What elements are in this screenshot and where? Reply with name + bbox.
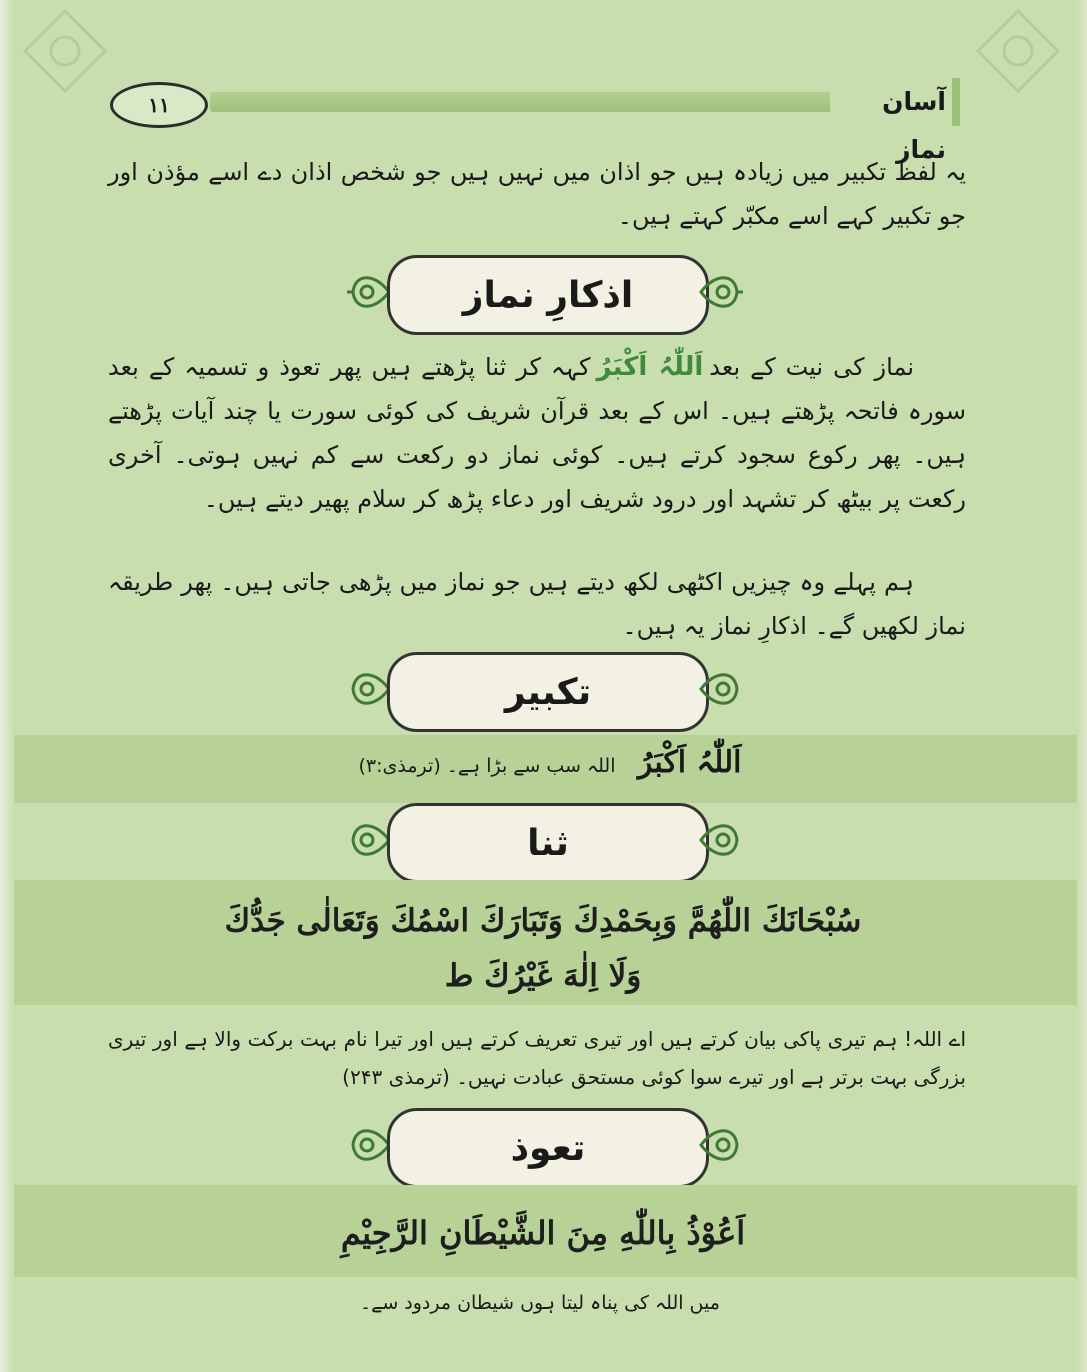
floral-ornament-icon [345,1116,393,1174]
page-header [110,78,960,164]
heading-title: ثنا [387,803,709,883]
page-edge [1077,0,1087,1372]
page-number: ۱۱ [110,82,208,128]
header-bar [210,92,918,112]
heading-title: تعوذ [387,1108,709,1188]
taawwuz-arabic: اَعُوْذُ بِاللّٰهِ مِنَ الشَّيْطَانِ الرَّجِيْمِ [340,1214,746,1252]
floral-ornament-icon [345,811,393,869]
sana-arabic-line-2: وَلَا اِلٰهَ غَيْرُكَ ط [444,958,642,994]
takbir-arabic: اَللّٰہُ اَکْبَرُ [637,745,742,780]
section-heading-taawwuz [345,1108,745,1184]
floral-ornament-icon [697,811,745,869]
heading-title: اذکارِ نماز [387,255,709,335]
floral-ornament-icon [697,660,745,718]
azkar-paragraph-1 [108,345,966,521]
azkar-text-after: کہہ کر ثنا پڑھتے ہیں پھر تعوذ و تسمیہ کے بعد سورہ فاتحہ پڑھتے ہیں۔ اس کے بعد قرآن شریف کی کوئی سورت یا چند آیات پڑھتے ہیں۔ پھر رکوع سجود کرتے ہیں۔ کوئی نماز دو رکعت سے کم نہیں ہوتی۔ آخری رکعت پر بیٹھ کر تشہد اور درود شریف اور دعاء پڑھ کر سلام پھیر دیتے ہیں۔ [108,353,967,513]
takbir-line [300,745,800,780]
corner-ornament-icon [973,6,1063,96]
floral-ornament-icon [345,263,393,321]
floral-ornament-icon [697,263,745,321]
sana-arabic-line-1: سُبْحَانَكَ اللّٰهُمَّ وَبِحَمْدِكَ وَتَبَارَكَ اسْمُكَ وَتَعَالٰى جَدُّكَ [224,903,862,939]
azkar-paragraph-2: ہم پہلے وہ چیزیں اکٹھی لکھ دیتے ہیں جو نماز میں پڑھی جاتی ہیں۔ پھر طریقہ نماز لکھیں گے۔ اذکارِ نماز یہ ہیں۔ [108,568,966,640]
intro-paragraph: یہ لفظ تکبیر میں زیادہ ہیں جو اذان میں نہیں ہیں جو شخص اذان دے اسے مؤذن اور جو تکبیر کہے اسے مکبّر کہتے ہیں۔ [108,158,966,230]
azkar-text-before: نماز کی نیت کے بعد [709,353,914,381]
book-title: آسان نماز [830,78,960,126]
floral-ornament-icon [697,1116,745,1174]
corner-ornament-icon [20,6,110,96]
inline-takbir: اَللّٰہُ اَکْبَرُ [596,352,704,382]
page-edge [0,0,14,1372]
taawwuz-translation: میں اللہ کی پناہ لیتا ہوں شیطان مردود سے۔ [360,1292,720,1314]
heading-title: تکبیر [387,652,709,732]
sana-translation: اے اللہ! ہم تیری پاکی بیان کرتے ہیں اور تیری تعریف کرتے ہیں اور تیرا نام بہت برکت والا ہے اور تیری بزرگی بہت برتر ہے اور تیرے سوا کوئی مستحق عبادت نہیں۔ (ترمذی ۲۴۳) [108,1027,966,1089]
floral-ornament-icon [345,660,393,718]
section-heading-sana [345,803,745,879]
section-heading-takbir [345,652,745,728]
takbir-translation: اللہ سب سے بڑا ہے۔ (ترمذی:۳) [358,755,616,777]
section-heading-azkar [345,255,745,331]
